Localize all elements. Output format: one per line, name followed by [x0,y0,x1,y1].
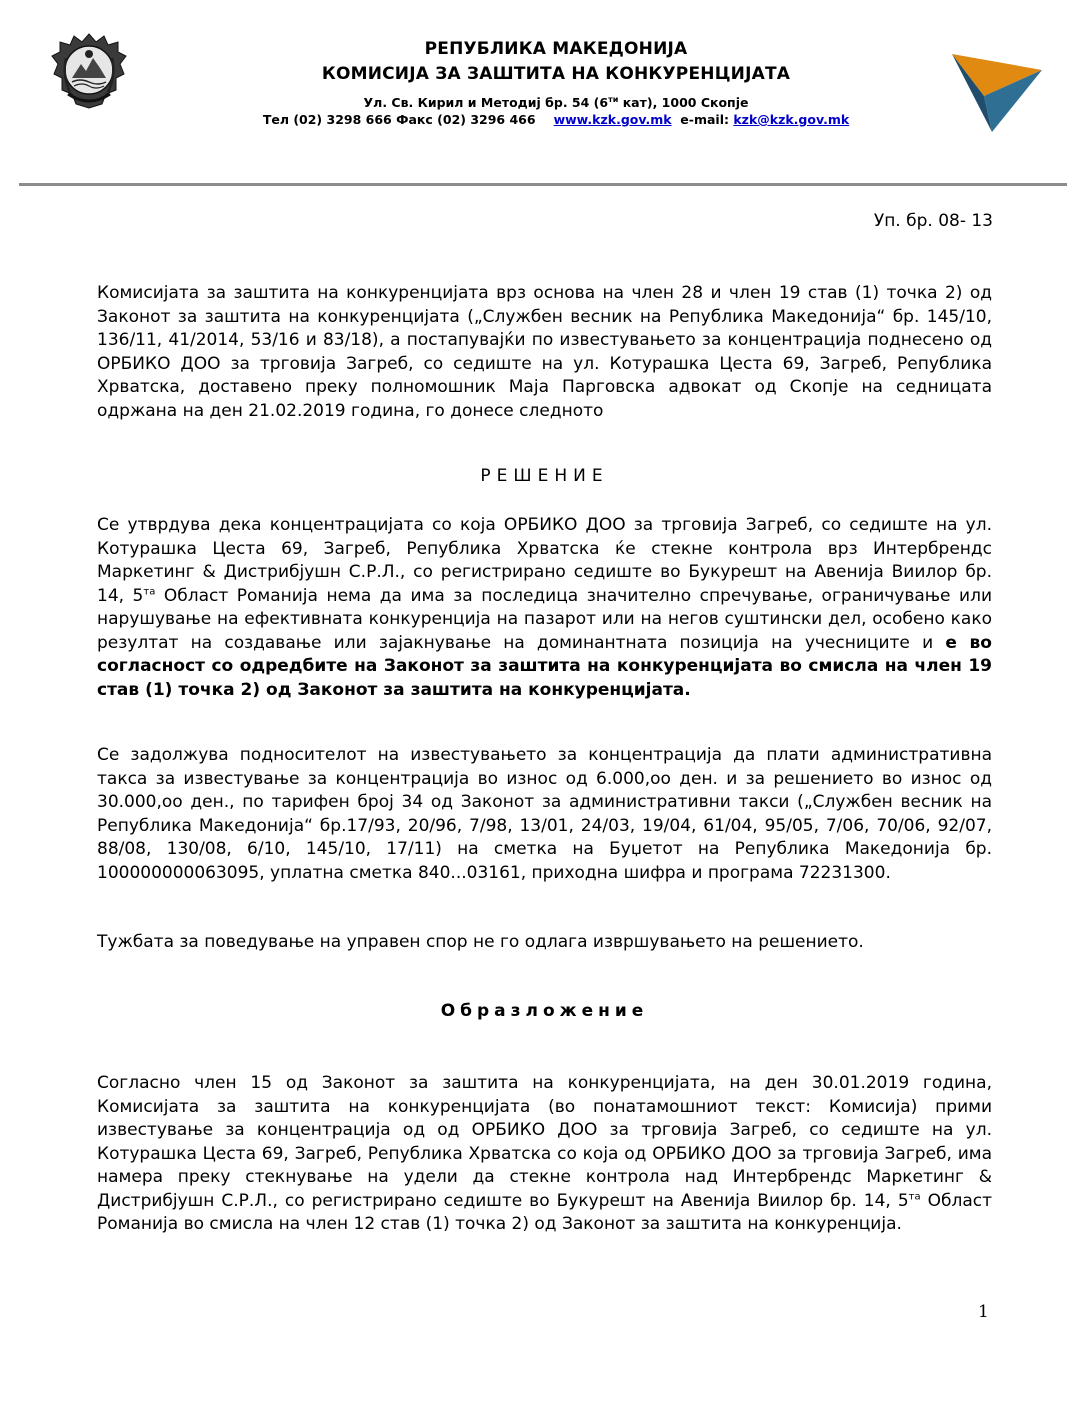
decision-text-cont: Област Романија нема да има за последица значително спречување, ограничување или нарушување на ефективната конкуренција на пазарот или на негов суштински дел, особено како резултат на создавање или зајакнување на доминантната позиција на учесниците и [97,585,992,653]
address-text-end: кат), 1000 Скопје [618,95,749,111]
appeal-paragraph: Тужбата за поведување на управен спор не го одлага извршувањето на решението. [97,932,864,952]
address-text: Ул. Св. Кирил и Методиј бр. 54 (6 [363,95,609,111]
commission-name: КОМИСИЈА ЗА ЗАШТИТА НА КОНКУРЕНЦИЈАТА [321,64,791,84]
reasoning-text: Согласно член 15 од Законот за заштита на конкуренцијата, на ден 30.01.2019 година, Комисијата за заштита на конкуренцијата (во понатамошниот текст: Комисија) прими известување за концентрација од од ОРБИКО ДОО за трговија Загреб, со седиште на ул. Котурашка Цеста 69, Загреб, Република Хрватска со која од ОРБИКО ДОО за трговија Загреб, има намера преку стекнување на удели да стекне контрола над Интербрендс Маркетинг & Дистрибјушн С.Р.Л., со регистрирано седиште во Букурешт на Авенија Виилор бр. 14, 5 [97,1073,992,1211]
fee-paragraph: Се задолжува подносителот на известувањето за концентрација да плати административна такса за известување за концентрација во износ од 6.000,оо ден. и за решението во износ од 30.000,оо ден., по тарифен број 34 од Законот за административни такси („Службен весник на Република Македонија“ бр.17/93, 20/96, 7/98, 13/01, 24/03, 19/04, 61/04, 95/05, 7/06, 70/06, 92/07, 88/08, 130/08, 6/10, 145/10, 17/11) на сметка на Буџетот на Република Македонија бр. 100000000063095, уплатна сметка 840...03161, приходна шифра и програма 72231300. [97,745,992,883]
reasoning-superscript: та [908,1190,921,1202]
email-link[interactable]: kzk@kzk.gov.mk [733,112,850,127]
reasoning-text-cont: Област Романија во смисла на член 12 став (1) точка 2) од Законот за заштита на конкуренција. [97,1190,992,1234]
website-link[interactable]: www.kzk.gov.mk [553,112,672,127]
decision-paragraph [97,514,992,702]
intro-paragraph: Комисијата за заштита на конкуренцијата врз основа на член 28 и член 19 став (1) точка 2) од Законот за заштита на конкуренцијата („Службен весник на Република Македонија“ бр. 145/10, 136/11, 41/2014, 53/16 и 83/18), а постапувајќи по известувањето за концентрација поднесено од ОРБИКО ДОО за трговија Загреб, со седиште на ул. Котурашка Цеста 69, Загреб, Република Хрватска, доставено преку полномошник Маја Парговска адвокат од Скопје на седницата одржана на ден 21.02.2019 година, го донесе следното [97,283,992,421]
commission-triangle-logo-icon [948,52,1044,134]
reference-number: Уп. бр. 08- 13 [873,211,993,231]
page-number: 1 [978,1302,989,1322]
decision-bold-text: е во согласност со одредбите на Законот за заштита на конкуренцијата во смисла на член 19 став (1) точка 2) од Законот за заштита на конкуренцијата [97,632,992,700]
decision-end: . [684,679,691,700]
phone-fax: Тел (02) 3298 666 Факс (02) 3296 466 [262,112,536,127]
email-label: e-mail: [680,112,729,127]
decision-text: Се утврдува дека концентрацијата со која ОРБИКО ДОО за трговија Загреб, со седиште на ул. Котурашка Цеста 69, Загреб, Република Хрватска ќе стекне контрола врз Интербрендс Маркетинг & Дистрибјушн С.Р.Л., со регистрирано седиште во Букурешт на Авенија Виилор бр. 14, 5 [97,515,992,606]
decision-heading: РЕШЕНИЕ [480,466,609,486]
contact-line [200,112,912,127]
coat-of-arms-icon [48,28,130,114]
decision-superscript: та [143,585,156,597]
reasoning-paragraph [97,1072,992,1237]
address-line [200,95,912,110]
header-divider [19,183,1067,186]
address-superscript: ти [608,95,619,104]
country-name: РЕПУБЛИКА МАКЕДОНИЈА [424,39,688,59]
reasoning-heading: Образложение [440,1001,649,1021]
